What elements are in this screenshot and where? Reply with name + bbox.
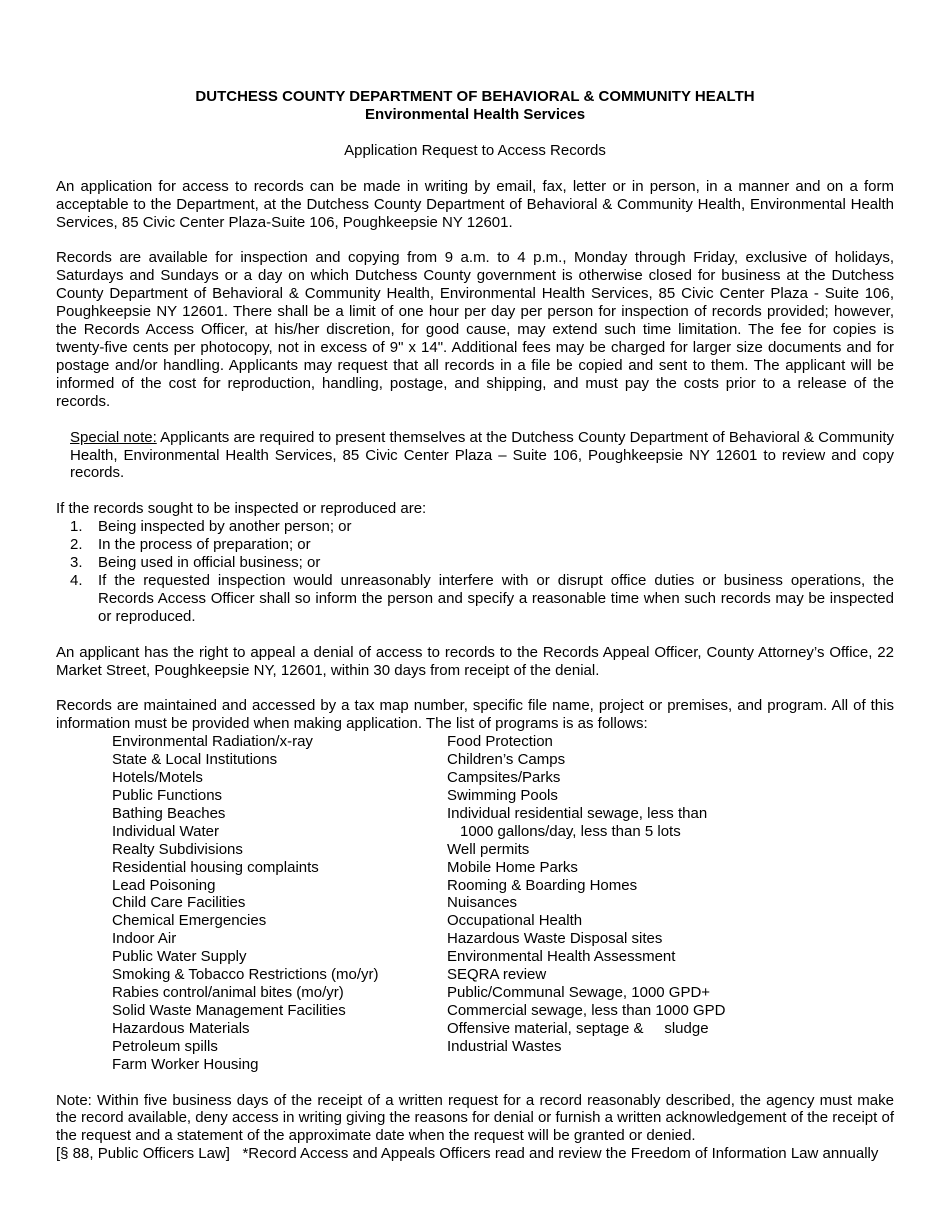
special-note-text: Applicants are required to present themselves at the Dutchess County Department of Behavioral & Community Health, Environmental Health Services, 85 Civic Center Plaza – Suite 106, Poughkeepsie NY 12601 to review and copy records. bbox=[70, 428, 894, 482]
department-title: DUTCHESS COUNTY DEPARTMENT OF BEHAVIORAL & COMMUNITY HEALTH bbox=[195, 88, 755, 105]
list-item: Environmental Health Assessment bbox=[447, 948, 676, 966]
list-item: State & Local Institutions bbox=[112, 751, 278, 769]
list-item: Child Care Facilities bbox=[112, 894, 246, 912]
list-item: Public Water Supply bbox=[112, 948, 247, 966]
list-item: Environmental Radiation/x-ray bbox=[112, 733, 313, 751]
special-note-label: Special note: bbox=[70, 428, 157, 446]
list-item: 1000 gallons/day, less than 5 lots bbox=[460, 822, 681, 840]
list-item: Chemical Emergencies bbox=[112, 912, 267, 930]
appeal-paragraph: An applicant has the right to appeal a denial of access to records to the Records Appeal Officer, County Attorney’s Office, 22 Market Street, Poughkeepsie NY, 12601, within 30 days from receipt of the denial. bbox=[56, 643, 894, 679]
list-item: Mobile Home Parks bbox=[447, 858, 578, 876]
list-item: Realty Subdivisions bbox=[112, 840, 243, 858]
list-item: Occupational Health bbox=[447, 912, 583, 930]
list-item: Bathing Beaches bbox=[112, 804, 226, 822]
list-item: Children’s Camps bbox=[447, 751, 566, 769]
programs-right-column bbox=[447, 733, 725, 1073]
programs-left-column bbox=[112, 733, 447, 1073]
availability-paragraph: Records are available for inspection and copying from 9 a.m. to 4 p.m., Monday through Friday, exclusive of holidays, Saturdays and Sundays or a day on which Dutchess County government is otherwise closed for business at the Dutchess County Department of Behavioral & Community Health, Environmental Health Services, 85 Civic Center Plaza - Suite 106, Poughkeepsie NY 12601. There shall be a limit of one hour per day per person for inspection of records provided; however, the Records Access Officer, at his/her discretion, for good cause, may extend such time limitation. The fee for copies is twenty-five cents per photocopy, not in excess of 9" x 14". Additional fees may be charged for larger size documents and for postage and/or handling. Applicants may request that all records in a file be copied and sent to them. The applicant will be informed of the cost for reproduction, handling, postage, and shipping, and must pay the costs prior to a release of the records. bbox=[56, 249, 894, 410]
note-paragraph: Note: Within five business days of the receipt of a written request for a record reasonably described, the agency must make the record available, deny access in writing giving the reasons for denial or furnish a written acknowledgement of the receipt of the request and a statement of the approximate date when the request will be granted or denied. bbox=[56, 1091, 894, 1145]
list-item: Well permits bbox=[447, 840, 530, 858]
list-item: Farm Worker Housing bbox=[112, 1055, 259, 1073]
list-item: Petroleum spills bbox=[112, 1037, 218, 1055]
list-item: Residential housing complaints bbox=[112, 858, 319, 876]
list-item: Rabies control/animal bites (mo/yr) bbox=[112, 983, 344, 1001]
records-sought-intro: If the records sought to be inspected or reproduced are: bbox=[56, 500, 427, 518]
intro-paragraph: An application for access to records can be made in writing by email, fax, letter or in person, in a manner and on a form acceptable to the Department, at the Dutchess County Department of Behavioral & Community Health, Environmental Health Services, 85 Civic Center Plaza-Suite 106, Poughkeepsie NY 12601. bbox=[56, 177, 894, 231]
list-item: Individual residential sewage, less than bbox=[447, 804, 708, 822]
division-subtitle: Environmental Health Services bbox=[364, 105, 586, 123]
application-title: Application Request to Access Records bbox=[344, 141, 606, 159]
list-item: Public Functions bbox=[112, 787, 223, 804]
special-note bbox=[70, 429, 894, 483]
list-item: Offensive material, septage & sludge bbox=[447, 1019, 709, 1037]
list-item: 1. Being inspected by another person; or bbox=[70, 518, 352, 536]
conditions-list bbox=[56, 518, 894, 625]
list-item: Nuisances bbox=[447, 894, 518, 912]
list-item: Swimming Pools bbox=[447, 787, 558, 804]
list-item: Individual Water bbox=[112, 822, 219, 840]
list-item: Campsites/Parks bbox=[447, 769, 561, 787]
list-item: Rooming & Boarding Homes bbox=[447, 876, 638, 894]
list-item: SEQRA review bbox=[447, 966, 547, 984]
footer-citation: [§ 88, Public Officers Law] *Record Access and Appeals Officers read and review the Freedom of Information Law annually bbox=[56, 1145, 879, 1163]
list-item: 2. In the process of preparation; or bbox=[70, 536, 311, 554]
list-item: Public/Communal Sewage, 1000 GPD+ bbox=[447, 983, 711, 1001]
maintained-paragraph: Records are maintained and accessed by a tax map number, specific file name, project or premises, and program. All of this information must be provided when making application. The list of programs is as follows: bbox=[56, 697, 894, 733]
list-item: Food Protection bbox=[447, 733, 553, 751]
list-item: Industrial Wastes bbox=[447, 1037, 562, 1055]
list-item: Smoking & Tobacco Restrictions (mo/yr) bbox=[112, 966, 379, 984]
list-item: 4. If the requested inspection would unreasonably interfere with or disrupt office duties or business operations, the Records Access Officer shall so inform the person and specify a reasonable time when such records may be inspected or reproduced. bbox=[70, 571, 894, 625]
list-item: Hazardous Waste Disposal sites bbox=[447, 930, 663, 948]
list-item: Lead Poisoning bbox=[112, 876, 216, 894]
document-page bbox=[56, 88, 894, 1163]
list-item: 3. Being used in official business; or bbox=[70, 554, 321, 572]
list-item: Commercial sewage, less than 1000 GPD bbox=[447, 1001, 726, 1019]
list-item: Hazardous Materials bbox=[112, 1019, 250, 1037]
list-item: Hotels/Motels bbox=[112, 769, 203, 787]
programs-list bbox=[112, 733, 894, 1073]
list-item: Indoor Air bbox=[112, 930, 177, 948]
list-item: Solid Waste Management Facilities bbox=[112, 1001, 346, 1019]
